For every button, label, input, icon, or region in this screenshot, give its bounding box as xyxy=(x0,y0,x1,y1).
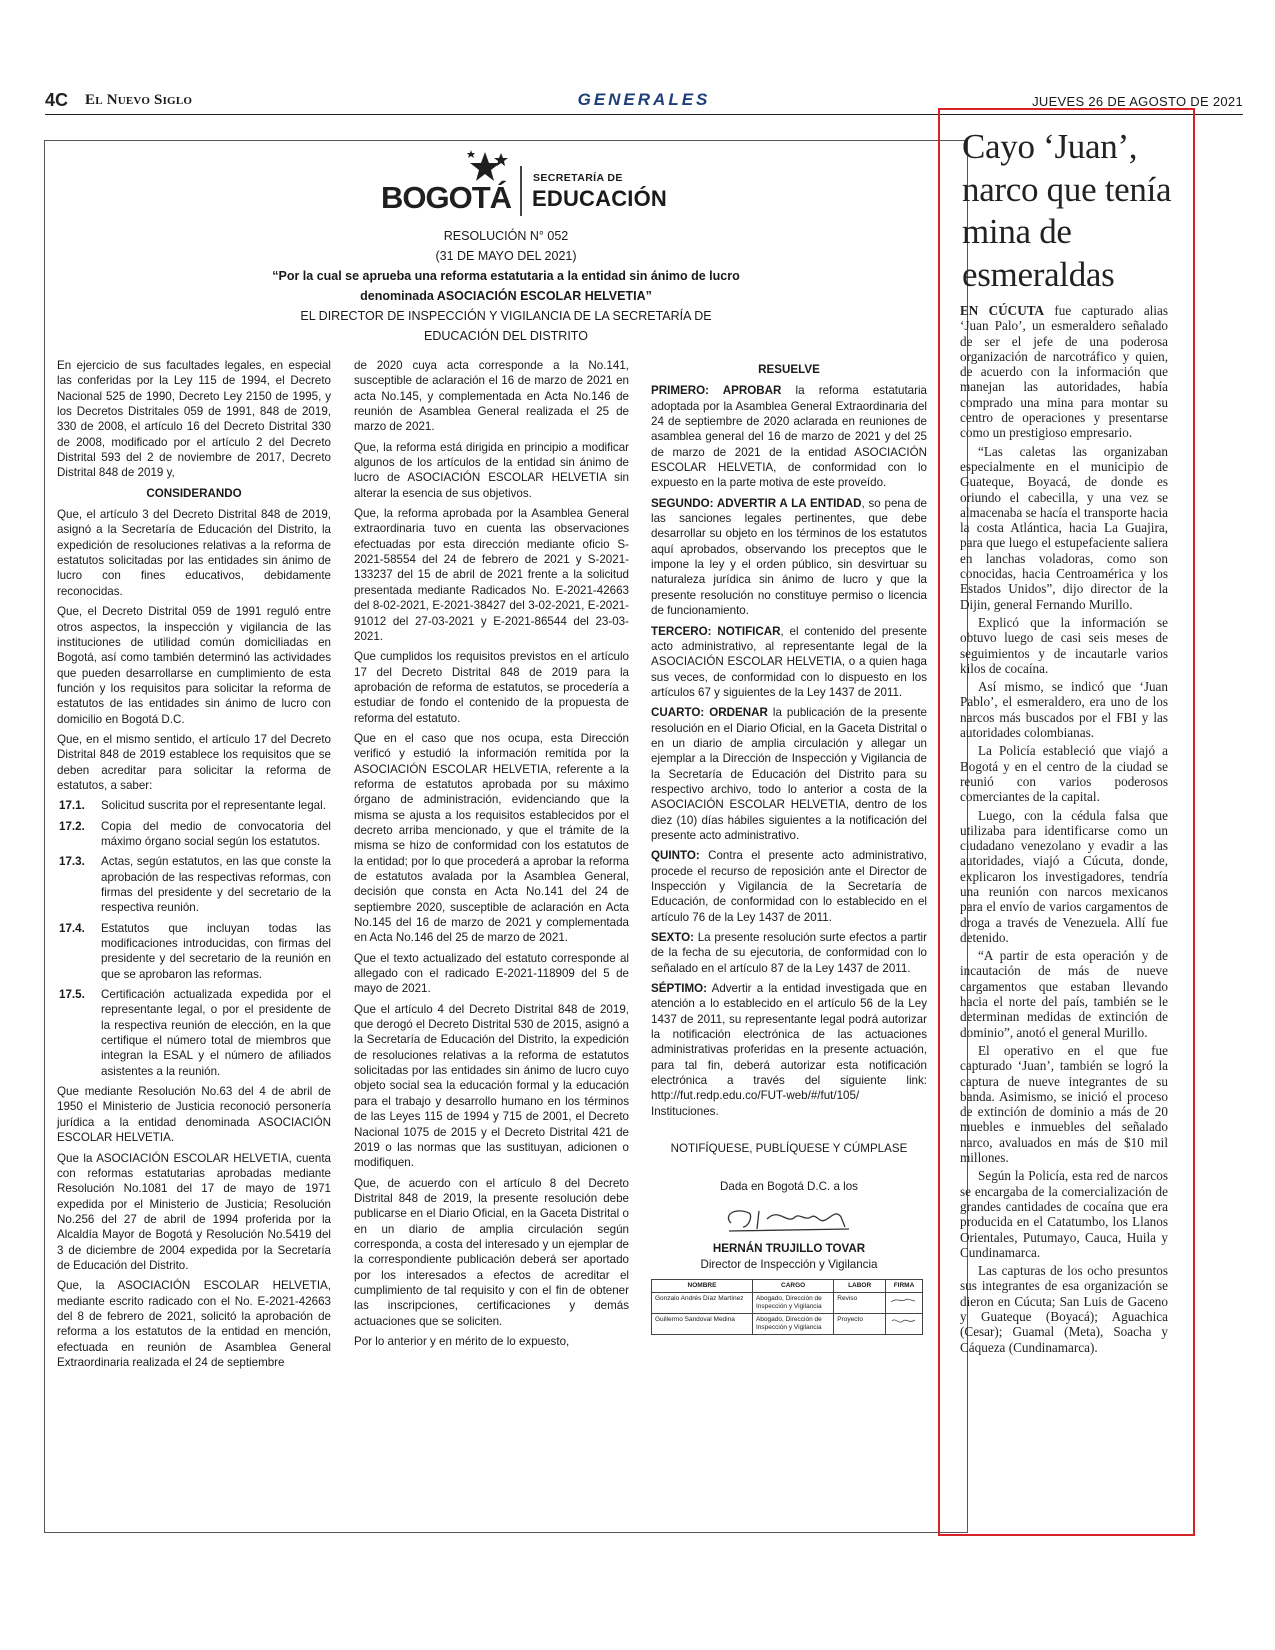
article-paragraph: Explicó que la información se obtuvo luego de casi seis meses de seguimientos y de incautarle varios kilos de cocaína. xyxy=(960,614,1168,676)
resolution-subject-1: “Por la cual se aprueba una reforma estatutaria a la entidad sin ánimo de lucro xyxy=(272,269,740,283)
considering-heading: CONSIDERANDO xyxy=(146,486,242,500)
article-dateline: EN CÚCUTA xyxy=(960,303,1045,318)
clause-label: QUINTO: xyxy=(651,849,700,863)
item-number: 17.3. xyxy=(59,855,85,869)
clause-text: Advertir a la entidad investigada que en atención a lo establecido en el artículo 56 de la Ley 1437 de 2011, su representante legal podrá autorizar la notificación electrónica de las actuaciones administrativas proferidas en la presente actuación, para tal fin, deberá autorizar esta notificación electrónica a través del siguiente link: http://fut.redp.edu.co/FUT-web/#/fut/105/ Instituciones. xyxy=(651,982,927,1118)
paragraph: Que, la reforma aprobada por la Asamblea General extraordinaria tuvo en cuenta las observaciones efectuadas por esta dirección mediante oficio S-2021-58554 del 24 de febrero de 2021 y S-2021-133237 del 15 de abril de 2021 frente a la solicitud presentada mediante Radicados No. E-2021-42663 del 8-02-2021, E-2021-38427 del 3-02-2021, E-2021-91012 del 27-03-2021 y E-2021-86544 del 23-03-2021. xyxy=(354,507,629,643)
intro-paragraph: En ejercicio de sus facultades legales, en especial las conferidas por la Ley 115 de 1994, el Decreto Nacional 525 de 1990, Decreto Ley 2150 de 1995, y los Decretos Distritales 059 de 1991, 848 de 2019, 330 de 2008, el artículo 16 del Decreto Distrital 330 de 2008, modificado por el artículo 2 del Decreto Distrital 593 del 2 de noviembre de 2017, Decreto Distrital 848 de 2019 y, xyxy=(57,359,331,480)
paragraph: Que el texto actualizado del estatuto corresponde al allegado con el radicado E-2021-118909 del 5 de mayo de 2021. xyxy=(354,951,629,996)
paragraph: Que la ASOCIACIÓN ESCOLAR HELVETIA, cuenta con reformas estatutarias aprobadas mediante Resolución No.1081 del 17 de mayo de 1971 expedida por el Ministerio de Justicia; Resolución No.256 del 27 de abril de 1994 proferida por la Alcaldía Mayor de Bogotá y Resolución No.5419 del 3 de diciembre de 2004 expedida por la Secretaría de Educación del Distrito. xyxy=(57,1151,331,1272)
item-number: 17.1. xyxy=(59,799,85,813)
signer-title: Director de Inspección y Vigilancia xyxy=(700,1258,878,1272)
clause-text: la publicación de la presente resolución en el Diario Oficial, en la Gaceta Distrital o en un diario de amplia circulación y allegar un ejemplar a la Dirección de Inspección y Vigilancia de la Secretaría de Educación del Distrito para su respectivo archivo, todo lo anterior a costa de la ASOCIACIÓN ESCOLAR HELVETIA, dentro de los diez (10) días hábiles siguientes a la notificación del presente acto administrativo. xyxy=(651,706,927,842)
resolution-date: (31 DE MAYO DEL 2021) xyxy=(435,249,577,263)
article-clause xyxy=(651,981,927,1119)
table-cell: Abogado, Dirección de Inspección y Vigilancia xyxy=(752,1313,833,1334)
resolution-header xyxy=(44,226,968,346)
reviewers-table xyxy=(651,1279,923,1335)
article-paragraph: El operativo en el que fue capturado ‘Juan’, también se logró la captura de nueve integrantes de su banda. Asimismo, se inició el proceso de extinción de dominio a más de 20 muebles e inmuebles del señalado narco, avaluados en más de $10 mil millones. xyxy=(960,1042,1168,1166)
resolves-heading: RESUELVE xyxy=(758,363,820,376)
given-in: Dada en Bogotá D.C. a los xyxy=(720,1179,858,1193)
paragraph: Que mediante Resolución No.63 del 4 de abril de 1950 el Ministerio de Justicia reconoció personería jurídica a la entidad denominada ASOCIACIÓN ESCOLAR HELVETIA. xyxy=(57,1085,331,1145)
clause-label: SEXTO: xyxy=(651,931,694,945)
page-number: 4C xyxy=(45,90,69,110)
logo-city: BOGOTÁ xyxy=(381,180,512,215)
resolution-issuer-2: EDUCACIÓN DEL DISTRITO xyxy=(424,329,588,343)
newspaper-name: El Nuevo Siglo xyxy=(85,92,193,108)
column-header: NOMBRE xyxy=(652,1279,753,1292)
list-item xyxy=(57,798,331,813)
item-number: 17.5. xyxy=(59,988,85,1002)
column-header: LABOR xyxy=(834,1279,886,1292)
list-item xyxy=(57,987,331,1079)
paragraph: Que, la ASOCIACIÓN ESCOLAR HELVETIA, mediante escrito radicado con el No. E-2021-42663 del 8 de febrero de 2021, solicitó la aprobación de reforma a los estatutos de la entidad en mención, efectuada en reunión de Asamblea General Extraordinaria realizada el 24 de septiembre xyxy=(57,1279,331,1369)
item-text: Certificación actualizada expedida por el representante legal, o por el presidente de la respectiva reunión de elección, en la que certifique el número total de miembros que integran la ESAL y el número de afiliados asistentes a la reunión. xyxy=(101,988,331,1078)
issue-date: JUEVES 26 DE AGOSTO DE 2021 xyxy=(1032,94,1243,109)
article-clause xyxy=(651,624,927,701)
item-number: 17.4. xyxy=(59,921,85,935)
clause-text: , el contenido del presente acto administrativo, al representante legal de la ASOCIACIÓN ESCOLAR HELVETIA, o a quien haga sus veces, de conformidad con lo dispuesto en los artículos 67 y siguientes de la Ley 1437 de 2011. xyxy=(651,624,927,699)
initials-icon xyxy=(889,1316,919,1326)
requirements-list xyxy=(57,798,331,1079)
article-clause xyxy=(651,705,927,843)
paragraph: de 2020 cuya acta corresponde a la No.141, susceptible de aclaración el 16 de marzo de 2021 en acta No.145, y complementada en Acta No.146 de reunión de Asamblea General realizada el 25 de marzo de 2021. xyxy=(354,359,629,434)
table-cell: Gonzalo Andrés Díaz Martínez xyxy=(652,1292,753,1313)
paragraph: Que, el artículo 3 del Decreto Distrital 848 de 2019, asignó a la Secretaría de Educación del Distrito, la expedición de resoluciones relativas a la reforma de estatutos solicitadas por las entidades sin ánimo de lucro con fines educativos, debidamente reconocidas. xyxy=(57,508,331,598)
paragraph: Por lo anterior y en mérito de lo expuesto, xyxy=(354,1334,570,1348)
signature-block xyxy=(651,1141,927,1272)
table-row xyxy=(652,1292,923,1313)
list-item xyxy=(57,921,331,982)
clause-text: la reforma estatutaria adoptada por la Asamblea General Extraordinaria del 24 de septiembre de 2020 aclarada en reuniones de asamblea general del 16 de marzo de 2021 y del 25 de marzo de 2021 de la entidad ASOCIACIÓN ESCOLAR HELVETIA, de conformidad con lo expuesto en la parte motiva de este proveído. xyxy=(651,384,927,490)
item-text: Estatutos que incluyan todas las modificaciones introducidas, con firmas del presidente y del secretario de la reunión en que se aprobaron las reformas. xyxy=(101,921,331,981)
legal-column-2 xyxy=(354,358,629,1354)
resolution-subject-2: denominada ASOCIACIÓN ESCOLAR HELVETIA” xyxy=(360,289,652,303)
legal-column-1 xyxy=(57,358,331,1375)
resolution-number: RESOLUCIÓN N° 052 xyxy=(443,229,569,243)
closing-formula: NOTIFÍQUESE, PUBLÍQUESE Y CÚMPLASE xyxy=(670,1142,908,1156)
logo-education: EDUCACIÓN xyxy=(532,186,668,211)
clause-text: , so pena de las sanciones legales pertinentes, que debe desarrollar su objeto en los términos de los estatutos aquí aprobados, observando los preceptos que le impone la ley y el orden público, sin desvirtuar su naturaleza jurídica sin ánimo de lucro y que la presente resolución no constituye permiso o licencia de funcionamiento. xyxy=(651,496,927,618)
article-clause xyxy=(651,496,927,619)
article-paragraph xyxy=(960,303,1168,441)
paragraph: Que el artículo 4 del Decreto Distrital 848 de 2019, que derogó el Decreto Distrital 530 de 2015, asignó a la Secretaría de Educación del Distrito, la expedición de resoluciones relativas a la reforma de estatutos solicitadas por las entidades sin ánimo de lucro cuyo objeto social sea la educación formal y la educación para el trabajo y desarrollo humano en los términos de las Leyes 115 de 1994 y 715 de 2001, el Decreto Nacional 1075 de 2015 y el Decreto Distrital 421 de 2019 o las normas que las sustituyan, adicionen o modifiquen. xyxy=(354,1002,629,1170)
table-header-row xyxy=(652,1279,923,1292)
logo-divider xyxy=(520,166,522,216)
column-header: CARGO xyxy=(752,1279,833,1292)
article-clause xyxy=(651,930,927,976)
paragraph: Que, el Decreto Distrital 059 de 1991 reguló entre otros aspectos, la inspección y vigilancia de las instituciones de utilidad común domiciliadas en Bogotá, así como también determinó las actividades que pueden desarrollarse en cumplimiento de esta función y los requisitos para solicitar la reforma de estatutos de las entidades sin ánimo de lucro con domicilio en Bogotá D.C. xyxy=(57,605,331,726)
table-cell: Abogado, Dirección de Inspección y Vigilancia xyxy=(752,1292,833,1313)
item-text: Actas, según estatutos, en las que conste la aprobación de las respectivas reformas, con firmas del presidente y del secretario de la respectiva reunión. xyxy=(101,855,331,915)
article-clause xyxy=(651,383,927,490)
paragraph: Que cumplidos los requisitos previstos en el artículo 17 del Decreto Distrital 848 de 2019 para la aprobación de reforma de estatutos, se procedería a estudiar de fondo el contenido de la propuesta de reforma del estatuto. xyxy=(354,650,629,725)
logo-secretariat: SECRETARÍA DE xyxy=(533,172,623,184)
item-number: 17.2. xyxy=(59,819,85,833)
column-header: FIRMA xyxy=(886,1279,923,1292)
paragraph: Que, de acuerdo con el artículo 8 del Decreto Distrital 848 de 2019, la presente resolución debe publicarse en el Diario Oficial, en la Gaceta Distrital o en un diario de amplia circulación según corresponda, a costa del interesado y un ejemplar de la correspondiente publicación deberá ser aportado por los interesados a efectos de acreditar el cumplimiento de tal requisito y con el fin de obtener las inscripciones, certificaciones y demás actuaciones que se soliciten. xyxy=(354,1176,629,1328)
article-paragraph: Las capturas de los ocho presuntos sus integrantes de esa organización se dieron en Cúcuta; San Luis de Gaceno y Guateque (Boyacá); Aguachica (Cesar); Guamal (Meta), Soacha y Cáqueza (Cundinamarca). xyxy=(960,1263,1168,1355)
clause-label: CUARTO: ORDENAR xyxy=(651,706,768,720)
paragraph: Que en el caso que nos ocupa, esta Dirección verificó y estudió la información remitida por la ASOCIACIÓN ESCOLAR HELVETIA, referente a la reforma de estatutos aprobada por su máximo órgano de administración, evidenciando que la misma se ajusta a los requisitos establecidos por el decreto arriba mencionado, y que el trámite de la misma se hizo de conformidad con los estatutos de la entidad; por lo que procederá a aprobar la reforma de estatutos avalada por la Asamblea General, decisión que consta en Acta No.141 del 24 de septiembre 2020, susceptible de aclaración en Acta No.145 del 16 de marzo de 2021 y complementada en Acta No.146 del 25 de marzo de 2021. xyxy=(354,731,629,945)
initials-cell xyxy=(886,1313,923,1334)
clause-label: SÉPTIMO: xyxy=(651,982,708,996)
list-item xyxy=(57,854,331,915)
initials-icon xyxy=(889,1295,919,1305)
article-clause xyxy=(651,848,927,925)
article-paragraph: Luego, con la cédula falsa que utilizaba para identificarse como un ciudadano venezolano y evadir a las autoridades, viajó a Cúcuta, donde, explicaron los investigadores, tendría una reunión con narcos mexicanos para el envío de varios cargamentos de droga a través de Venezuela. Allí fue detenido. xyxy=(960,807,1168,945)
item-text: Solicitud suscrita por el representante legal. xyxy=(101,799,326,813)
clause-text: La presente resolución surte efectos a partir de la fecha de su ejecutoria, de conformidad con lo señalado en el artículo 87 de la Ley 1437 de 2011. xyxy=(651,931,927,975)
article-paragraph: La Policía estableció que viajó a Bogotá y en el centro de la ciudad se reunió con varios poderosos comerciantes de la capital. xyxy=(960,743,1168,805)
legal-column-3 xyxy=(651,358,927,1335)
article-paragraph: Según la Policía, esta red de narcos se encargaba de la comercialización de grandes cantidades de cocaína que era producida en el Catatumbo, los Llanos Orientales, Putumayo, Cauca, Huila y Cundinamarca. xyxy=(960,1168,1168,1260)
article-body xyxy=(960,303,1168,1358)
table-cell: Guillermo Sandoval Medina xyxy=(652,1313,753,1334)
article-paragraph: Así mismo, se indicó que ‘Juan Pablo’, el esmeraldero, era uno de los narcos más buscados por el FBI y las autoridades colombianas. xyxy=(960,679,1168,741)
article-paragraph: “A partir de esta operación y de incautación de más de nueve cargamentos que estaban llevando hacia el norte del país, también se le determinan medidas de extinción de dominio”, anotó el general Murillo. xyxy=(960,948,1168,1040)
section-name: GENERALES xyxy=(577,90,711,109)
clause-text: Contra el presente acto administrativo, procede el recurso de reposición ante el Director de Inspección y Vigilancia de la Secretaría de Educación, de conformidad con lo establecido en el artículo 76 de la Ley 1437 de 2011. xyxy=(651,849,927,924)
signature-icon xyxy=(709,1199,869,1239)
bogota-education-logo xyxy=(375,150,668,226)
table-row xyxy=(652,1313,923,1334)
initials-cell xyxy=(886,1292,923,1313)
item-text: Copia del medio de convocatoria del máximo órgano social según los estatutos. xyxy=(101,819,331,848)
clause-label: TERCERO: NOTIFICAR xyxy=(651,624,781,638)
article-paragraph: “Las caletas las organizaban especialmente en el municipio de Guateque, Boyacá, de donde es oriundo el cabecilla, y una vez se almacenaba se hacía el transporte hacia la costa Atlántica, hacia La Guajira, para que luego el estupefaciente saliera en lanchas voladoras, como son conocidas, hacia Centroamérica y los Estados Unidos”, dijo director de la Dijin, general Fernando Murillo. xyxy=(960,443,1168,612)
list-item xyxy=(57,819,331,850)
paragraph: Que, la reforma está dirigida en principio a modificar algunos de los artículos de la entidad sin ánimo de lucro de ASOCIACIÓN ESCOLAR HELVETIA sin alterar la esencia de sus objetivos. xyxy=(354,440,629,500)
paragraph-text: fue capturado alias ‘Juan Palo’, un esmeraldero señalado de ser el jefe de una poderosa organización de narcotráfico y quien, de acuerdo con la información que manejan las autoridades, había comprado una mina para montar su centro de operaciones y presentarse como un prestigioso empresario. xyxy=(960,303,1168,441)
clause-label: PRIMERO: APROBAR xyxy=(651,384,782,398)
signer-name: HERNÁN TRUJILLO TOVAR xyxy=(712,1241,866,1255)
resolution-issuer-1: EL DIRECTOR DE INSPECCIÓN Y VIGILANCIA DE LA SECRETARÍA DE xyxy=(300,309,712,323)
table-cell: Proyecto xyxy=(834,1313,886,1334)
paragraph: Que, en el mismo sentido, el artículo 17 del Decreto Distrital 848 de 2019 establece los requisitos que se deben acreditar para solicitar la reforma de estatutos, a saber: xyxy=(57,732,331,792)
article-headline: Cayo ‘Juan’, narco que tenía mina de esmeraldas xyxy=(962,127,1172,294)
clause-label: SEGUNDO: ADVERTIR A LA ENTIDAD xyxy=(651,496,862,510)
table-cell: Reviso xyxy=(834,1292,886,1313)
